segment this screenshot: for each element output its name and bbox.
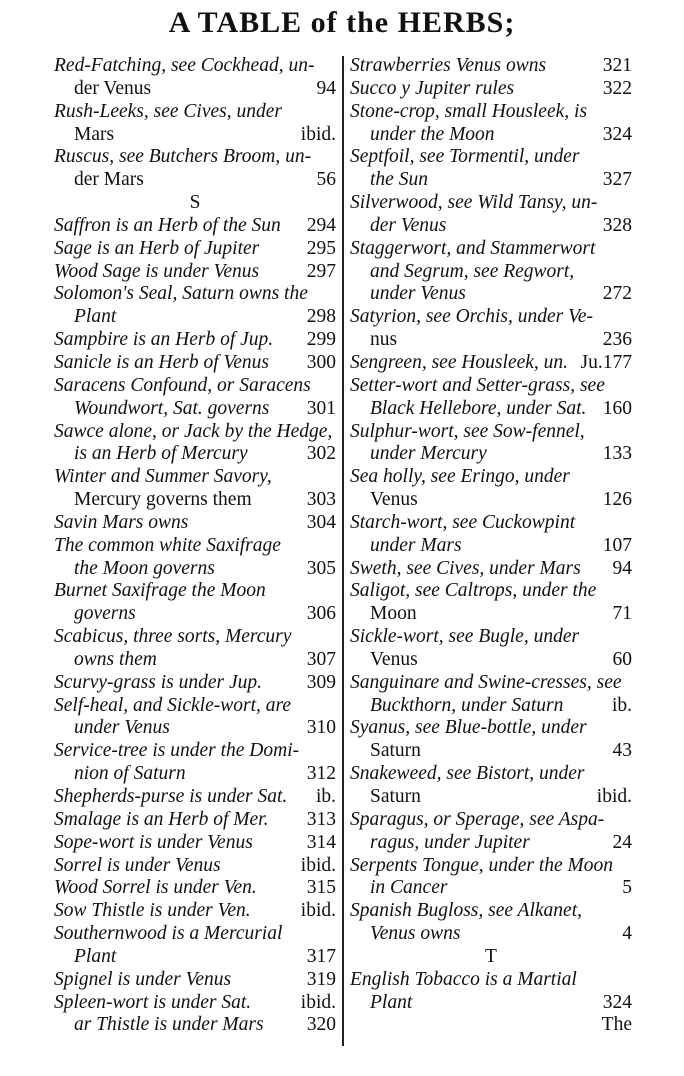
entry-text: Venus [370, 489, 418, 511]
index-entry-line [54, 146, 336, 169]
entry-text: Saffron is an Herb of the Sun [54, 214, 281, 236]
section-letter [54, 192, 336, 215]
index-entry-line [54, 1014, 336, 1037]
page-number: 133 [602, 443, 632, 465]
index-entry-line [350, 535, 632, 558]
index-entry-line [350, 809, 632, 832]
entry-text: the Sun [370, 169, 428, 191]
page-number: 314 [306, 831, 336, 853]
index-entry-line [54, 101, 336, 124]
page-number: ib. [611, 694, 632, 716]
index-entry-line [54, 558, 336, 581]
entry-text: Rush-Leeks, see Cives, under [54, 100, 282, 122]
entry-text: Sweth, see Cives, under Mars [350, 557, 581, 579]
index-entry-line [350, 672, 632, 695]
index-entry-line [54, 992, 336, 1015]
page-number: 310 [306, 717, 336, 739]
page-number: 94 [612, 557, 632, 579]
page-number: 306 [306, 603, 336, 625]
entry-text: Sope-wort is under Venus [54, 831, 253, 853]
page-number: 94 [316, 77, 336, 99]
index-entry-line [350, 169, 632, 192]
entry-text: Self-heal, and Sickle-wort, are [54, 694, 292, 716]
index-entry-line [54, 512, 336, 535]
index-entry-line [54, 55, 336, 78]
index-entry-line [350, 283, 632, 306]
entry-text: Stone-crop, small Housleek, is [350, 100, 588, 122]
index-entry-line [350, 717, 632, 740]
index-entry-line [350, 146, 632, 169]
page-number: 298 [306, 306, 336, 328]
page-number: 320 [306, 1014, 336, 1036]
page-number: 160 [602, 397, 632, 419]
entry-text: Setter-wort and Setter-grass, see [350, 374, 605, 396]
entry-text: Plant [370, 991, 413, 1013]
entry-text: under Venus [370, 283, 466, 305]
entry-text: Strawberries Venus owns [350, 55, 547, 76]
page-number: 312 [306, 763, 336, 785]
entry-text: governs [74, 603, 136, 625]
entry-text: Staggerwort, and Stammerwort [350, 237, 596, 259]
index-entry-line [350, 649, 632, 672]
entry-text: Mercury governs them [74, 489, 252, 511]
entry-text: Wood Sorrel is under Ven. [54, 877, 257, 899]
page-number: 71 [612, 603, 632, 625]
index-entry-line [54, 717, 336, 740]
page-number: 309 [306, 671, 336, 693]
index-entry-line [54, 306, 336, 329]
index-entry-line [54, 626, 336, 649]
index-entry-line [350, 329, 632, 352]
entry-text: Sengreen, see Housleek, un. [350, 351, 569, 373]
index-entry-line [54, 215, 336, 238]
index-entry-line [350, 832, 632, 855]
index-entry-line [350, 398, 632, 421]
entry-text: Southernwood is a Mercurial [54, 923, 283, 945]
entry-text: Sow Thistle is under Ven. [54, 900, 251, 922]
entry-text: Succo y Jupiter rules [350, 77, 515, 99]
index-entry-line [350, 489, 632, 512]
entry-text: Ruscus, see Butchers Broom, un- [54, 146, 312, 168]
entry-text: is an Herb of Mercury [74, 443, 248, 465]
index-entry-line [350, 101, 632, 124]
page-number: 272 [602, 283, 632, 305]
entry-text: Septfoil, see Tormentil, under [350, 146, 580, 168]
entry-text: Saracens Confound, or Saracens [54, 374, 311, 396]
page-number: The [601, 1014, 632, 1036]
index-entry-line [54, 352, 336, 375]
index-entry-line [54, 124, 336, 147]
entry-text: ar Thistle is under Mars [74, 1014, 264, 1036]
entry-text: owns them [74, 648, 157, 670]
index-entry-line [54, 832, 336, 855]
page-number: 297 [306, 260, 336, 282]
page-number: 321 [602, 55, 632, 76]
page-number: 56 [316, 169, 336, 191]
index-entry-line [350, 877, 632, 900]
page-number: 303 [306, 489, 336, 511]
index-entry-line [350, 969, 632, 992]
index-entry-line [350, 1014, 632, 1037]
index-entry-line [54, 329, 336, 352]
index-entry-line [54, 238, 336, 261]
entry-text: der Mars [74, 169, 144, 191]
index-entry-line [54, 261, 336, 284]
index-entry-line [54, 466, 336, 489]
entry-text: Starch-wort, see Cuckowpint [350, 511, 576, 533]
entry-text: Serpents Tongue, under the Moon [350, 854, 614, 876]
entry-text: under Mercury [370, 443, 487, 465]
index-entry-line [350, 55, 632, 78]
entry-text: Scabicus, three sorts, Mercury [54, 626, 292, 648]
page-number: 299 [306, 329, 336, 351]
page-number: ibid. [300, 854, 336, 876]
page-title: A TABLE of the HERBS; [168, 6, 516, 39]
index-entry-line [350, 78, 632, 101]
left-column [54, 55, 336, 1065]
entry-text: Winter and Summer Savory, [54, 466, 272, 488]
page-number: 5 [622, 877, 632, 899]
page-number: 107 [602, 534, 632, 556]
entry-text: nus [370, 329, 398, 351]
entry-text: Plant [74, 945, 117, 967]
entry-text: Sanicle is an Herb of Venus [54, 351, 270, 373]
index-entry-line [350, 215, 632, 238]
entry-text: Snakeweed, see Bistort, under [350, 763, 585, 785]
entry-text: Spanish Bugloss, see Alkanet, [350, 900, 582, 922]
page-number: 305 [306, 557, 336, 579]
page-number: 307 [306, 648, 336, 670]
index-entry-line [54, 969, 336, 992]
index-entry-line [350, 238, 632, 261]
entry-text: Smalage is an Herb of Mer. [54, 808, 269, 830]
page-number: ibid. [300, 991, 336, 1013]
entry-text: Silverwood, see Wild Tansy, un- [350, 192, 598, 214]
index-entry-line [54, 786, 336, 809]
index-entry-line [350, 375, 632, 398]
index-entry-line [54, 923, 336, 946]
entry-text: nion of Saturn [74, 763, 186, 785]
index-entry-line [350, 603, 632, 626]
section-letter [350, 946, 632, 969]
page-number: 294 [306, 214, 336, 236]
page-number: 301 [306, 397, 336, 419]
entry-text: Venus owns [370, 923, 461, 945]
page-number: Ju.177 [580, 351, 632, 373]
index-entry-line [54, 78, 336, 101]
index-entry-line [54, 375, 336, 398]
index-entry-line [350, 786, 632, 809]
entry-text: Service-tree is under the Domi- [54, 740, 300, 762]
right-column [350, 55, 632, 1065]
entry-text: under Mars [370, 534, 462, 556]
entry-text: Plant [74, 306, 117, 328]
index-entry-line [350, 580, 632, 603]
page-number: 300 [306, 351, 336, 373]
page-number: 295 [306, 237, 336, 259]
index-entry-line [54, 877, 336, 900]
page-number: ibid. [300, 123, 336, 145]
page-number: 236 [602, 329, 632, 351]
index-entry-line [54, 283, 336, 306]
index-entry-line [54, 649, 336, 672]
index-entry-line [54, 695, 336, 718]
entry-text: Sampbire is an Herb of Jup. [54, 329, 274, 351]
entry-text: Spignel is under Venus [54, 968, 232, 990]
index-entry-line [54, 855, 336, 878]
index-entry-line [350, 740, 632, 763]
index-entry-line [350, 855, 632, 878]
index-entry-line [350, 466, 632, 489]
entry-text: Wood Sage is under Venus [54, 260, 260, 282]
entry-text: the Moon governs [74, 557, 215, 579]
index-entry-line [350, 626, 632, 649]
entry-text: Sorrel is under Venus [54, 854, 221, 876]
index-entry-line [350, 352, 632, 375]
entry-text: Satyrion, see Orchis, under Ve- [350, 306, 593, 328]
entry-text: under the Moon [370, 123, 495, 145]
index-entry-line [54, 672, 336, 695]
index-entry-line [54, 443, 336, 466]
page-number: ib. [315, 786, 336, 807]
entry-text: Sanguinare and Swine-cresses, see [350, 671, 622, 693]
index-entry-line [350, 558, 632, 581]
index-entry-line [350, 923, 632, 946]
entry-text: S [189, 192, 201, 214]
page-number: 302 [306, 443, 336, 465]
entry-text: Syanus, see Blue-bottle, under [350, 717, 587, 739]
index-entry-line [350, 695, 632, 718]
index-entry-line [54, 489, 336, 512]
page-number: 313 [306, 808, 336, 830]
entry-text: Saturn [370, 786, 421, 807]
entry-text: Savin Mars owns [54, 511, 189, 533]
index-entry-line [54, 535, 336, 558]
entry-text: and Segrum, see Regwort, [370, 260, 575, 282]
index-entry-line [350, 443, 632, 466]
page-number: ibid. [596, 786, 632, 807]
index-entry-line [54, 900, 336, 923]
entry-text: Solomon's Seal, Saturn owns the [54, 283, 308, 305]
index-entry-line [350, 306, 632, 329]
index-entry-line [350, 421, 632, 444]
page-number: 126 [602, 489, 632, 511]
entry-text: English Tobacco is a Martial [350, 968, 577, 990]
entry-text: under Venus [74, 717, 170, 739]
index-entry-line [54, 398, 336, 421]
page-number: 315 [306, 877, 336, 899]
entry-text: Spleen-wort is under Sat. [54, 991, 252, 1013]
index-entry-line [350, 124, 632, 147]
index-entry-line [54, 603, 336, 626]
entry-text: Saligot, see Caltrops, under the [350, 580, 597, 602]
index-entry-line [350, 900, 632, 923]
index-entry-line [350, 192, 632, 215]
entry-text: Woundwort, Sat. governs [74, 397, 270, 419]
entry-text: der Venus [74, 77, 152, 99]
entry-text: Burnet Saxifrage the Moon [54, 580, 266, 602]
page-number: 60 [612, 648, 632, 670]
entry-text: Shepherds-purse is under Sat. [54, 786, 288, 807]
index-entry-line [350, 512, 632, 535]
page-number: ibid. [300, 900, 336, 922]
entry-text: Buckthorn, under Saturn [370, 694, 564, 716]
page-number: 24 [612, 831, 632, 853]
page-number: 324 [602, 123, 632, 145]
entry-text: Sea holly, see Eringo, under [350, 466, 570, 488]
page-number: 4 [622, 923, 632, 945]
index-entry-line [54, 580, 336, 603]
page-number: 328 [602, 214, 632, 236]
index-entry-line [54, 169, 336, 192]
index-entry-line [350, 763, 632, 786]
index-entry-line [54, 946, 336, 969]
page-number: 324 [602, 991, 632, 1013]
entry-text: Mars [74, 123, 115, 145]
entry-text: Venus [370, 648, 418, 670]
entry-text: Sulphur-wort, see Sow-fennel, [350, 420, 585, 442]
index-entry-line [350, 992, 632, 1015]
entry-text: Moon [370, 603, 417, 625]
page-number: 317 [306, 945, 336, 967]
page-number: 327 [602, 169, 632, 191]
index-entry-line [54, 809, 336, 832]
entry-text: Black Hellebore, under Sat. [370, 397, 587, 419]
entry-text: Sickle-wort, see Bugle, under [350, 626, 580, 648]
index-entry-line [350, 261, 632, 284]
page-number: 319 [306, 968, 336, 990]
entry-text: Saturn [370, 740, 421, 762]
entry-text: ragus, under Jupiter [370, 831, 530, 853]
index-entry-line [54, 763, 336, 786]
index-entry-line [54, 421, 336, 444]
entry-text: Red-Fatching, see Cockhead, un- [54, 55, 315, 76]
index-entry-line [54, 740, 336, 763]
entry-text: der Venus [370, 214, 447, 236]
page-number: 43 [612, 740, 632, 762]
entry-text: Scurvy-grass is under Jup. [54, 671, 262, 693]
page-number: 322 [602, 77, 632, 99]
entry-text: T [485, 945, 497, 967]
entry-text: Sage is an Herb of Jupiter [54, 237, 260, 259]
entry-text: The common white Saxifrage [54, 534, 281, 556]
entry-text: Sawce alone, or Jack by the Hedge, [54, 420, 333, 442]
entry-text: Sparagus, or Sperage, see Aspa- [350, 808, 605, 830]
entry-text: in Cancer [370, 877, 448, 899]
page-number: 304 [306, 511, 336, 533]
column-divider [342, 56, 344, 1046]
